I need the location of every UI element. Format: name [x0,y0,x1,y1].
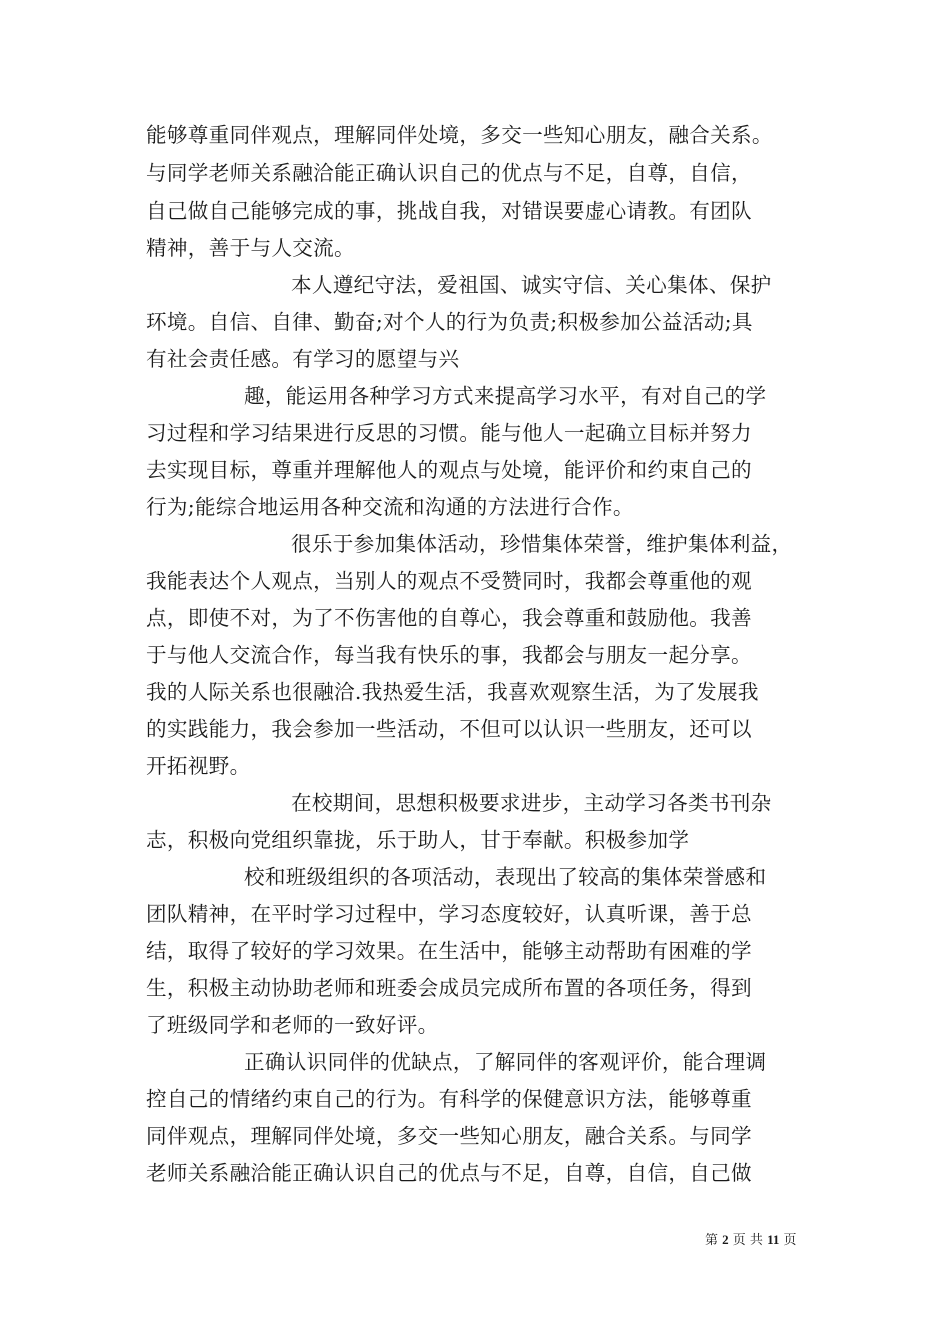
text-line-2: 与同学老师关系融洽能正确认识自己的优点与不足，自尊，自信， [146,161,752,185]
text-line-7: 有社会责任感。有学习的愿望与兴 [146,347,460,371]
text-line-18: 开拓视野。 [146,754,251,778]
footer-prefix: 第 [705,1233,719,1248]
text-line-19: 在校期间，思想积极要求进步，主动学习各类书刊杂 [291,791,772,815]
text-line-11: 行为;能综合地运用各种交流和沟通的方法进行合作。 [146,495,634,519]
text-line-24: 生，积极主动协助老师和班委会成员完成所布置的各项任务，得到 [146,976,752,1000]
text-line-10: 去实现目标，尊重并理解他人的观点与处境，能评价和约束自己的 [146,458,752,482]
total-pages-number: 11 [767,1232,780,1247]
text-line-14: 点，即使不对，为了不伤害他的自尊心，我会尊重和鼓励他。我善 [146,606,752,630]
footer-middle: 页 共 [732,1233,763,1248]
text-line-1: 能够尊重同伴观点，理解同伴处境，多交一些知心朋友，融合关系。 [146,123,773,147]
text-line-16: 我的人际关系也很融洽.我热爱生活，我喜欢观察生活，为了发展我 [146,680,759,704]
page-footer [705,1232,797,1249]
text-line-29: 老师关系融洽能正确认识自己的优点与不足，自尊，自信，自己做 [146,1161,752,1185]
text-line-15: 于与他人交流合作，每当我有快乐的事，我都会与朋友一起分享。 [146,643,752,667]
text-line-12: 很乐于参加集体活动，珍惜集体荣誉，维护集体利益， [291,532,793,556]
text-line-25: 了班级同学和老师的一致好评。 [146,1013,439,1037]
text-line-17: 的实践能力，我会参加一些活动，不但可以认识一些朋友，还可以 [146,717,752,741]
current-page-number: 2 [722,1232,729,1247]
text-line-13: 我能表达个人观点，当别人的观点不受赞同时，我都会尊重他的观 [146,569,752,593]
text-line-26: 正确认识同伴的优缺点，了解同伴的客观评价，能合理调 [244,1050,767,1074]
text-line-6: 环境。自信、自律、勤奋;对个人的行为负责;积极参加公益活动;具 [146,310,753,334]
text-line-4: 精神，善于与人交流。 [146,236,355,260]
text-line-22: 团队精神，在平时学习过程中，学习态度较好，认真听课，善于总 [146,902,752,926]
text-line-9: 习过程和学习结果进行反思的习惯。能与他人一起确立目标并努力 [146,421,752,445]
text-line-3: 自己做自己能够完成的事，挑战自我，对错误要虚心请教。有团队 [146,199,752,223]
footer-suffix: 页 [783,1233,797,1248]
text-line-8: 趣，能运用各种学习方式来提高学习水平，有对自己的学 [244,384,767,408]
text-line-21: 校和班级组织的各项活动，表现出了较高的集体荣誉感和 [244,865,767,889]
text-line-5: 本人遵纪守法，爱祖国、诚实守信、关心集体、保护 [291,273,772,297]
text-line-28: 同伴观点，理解同伴处境，多交一些知心朋友，融合关系。与同学 [146,1124,752,1148]
text-line-23: 结，取得了较好的学习效果。在生活中，能够主动帮助有困难的学 [146,939,752,963]
text-line-27: 控自己的情绪约束自己的行为。有科学的保健意识方法，能够尊重 [146,1087,752,1111]
text-line-20: 志，积极向党组织靠拢，乐于助人，甘于奉献。积极参加学 [146,828,690,852]
